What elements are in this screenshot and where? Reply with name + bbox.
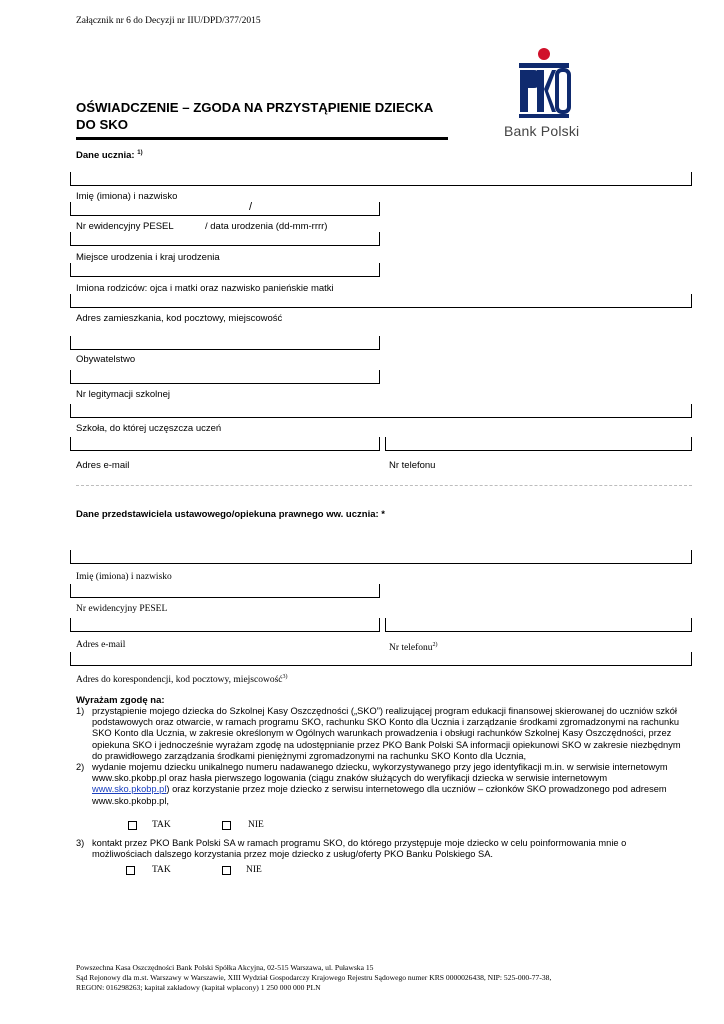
item-2-no-checkbox[interactable] xyxy=(222,821,231,830)
student-parents-field[interactable] xyxy=(70,263,380,277)
consent-item-2 xyxy=(76,762,686,806)
footer-line-3: REGON: 016298263; kapitał zakładowy (kapitał wpłacony) 1 250 000 000 PLN xyxy=(76,983,321,992)
student-birthplace-field[interactable] xyxy=(70,232,380,246)
guardian-phone-footnote: 2) xyxy=(432,642,438,648)
guardian-pesel-field[interactable] xyxy=(70,584,380,598)
student-school-id-label: Nr legitymacji szkolnej xyxy=(76,389,170,400)
student-birthplace-label: Miejsce urodzenia i kraj urodzenia xyxy=(76,252,220,263)
footer-line-1: Powszechna Kasa Oszczędności Bank Polski Spółka Akcyjna, 02-515 Warszawa, ul. Puławska 15 xyxy=(76,963,374,972)
consent-item-2-text-b: ) oraz korzystanie przez moje dziecko z serwisu internetowego dla uczniów – członków SKO prowadzonego pod adresem www.sko.pkobp.pl, xyxy=(92,784,667,806)
student-school-field[interactable] xyxy=(70,404,692,418)
guardian-name-label: Imię (imiona) i nazwisko xyxy=(76,572,172,582)
consent-item-3-number: 3) xyxy=(76,838,85,848)
page-title xyxy=(76,99,433,133)
title-underline xyxy=(76,137,448,140)
student-name-field[interactable] xyxy=(70,172,692,186)
consent-item-1-number: 1) xyxy=(76,706,85,716)
guardian-correspondence-label-text: Adres do korespondencji, kod pocztowy, miejscowość xyxy=(76,675,283,686)
consent-item-1-text: przystąpienie mojego dziecka do Szkolnej Kasy Oszczędności („SKO”) realizującej program edukacji finansowej skierowanej do uczniów szkół podstawowych oraz otwarcie, w ramach programu SKO, rachunku SKO Konto dla Ucznia i zarządzanie środkami zgromadzonymi na rachunku SKO Konto dla Ucznia, w zakresie określonym w Ogólnych warunkach prowadzenia i obsługi rachunków Szkolnej Kasy Oszczędności, przez opiekuna SKO i jednocześnie wyrażam zgodę na udostępnianie przez PKO Bank Polski SA informacji opiekunowi SKO w zakresie niezbędnym do prawidłowego zarządzania środkami pieniężnymi zgromadzonymi na rachunku SKO Konto dla Ucznia, xyxy=(92,706,681,761)
consent-item-3 xyxy=(76,838,686,862)
student-section-title-text: Dane ucznia: xyxy=(76,150,135,162)
consent-item-3-text: kontakt przez PKO Bank Polski SA w ramach programu SKO, do którego przystępuje moje dziecko w celu poinformowania mnie o możliwościach dalszego korzystania przez moje dziecko z usług/oferty PKO Banku Polskiego SA. xyxy=(92,838,627,860)
student-section-title xyxy=(76,150,143,161)
student-phone-label: Nr telefonu xyxy=(389,460,436,471)
sko-website-link[interactable]: www.sko.pkobp.pl xyxy=(92,784,167,795)
student-pesel-field[interactable] xyxy=(70,202,380,216)
guardian-phone-field[interactable] xyxy=(385,618,692,632)
consent-item-2-text-a: wydanie mojemu dziecku unikalnego numeru nadawanego dziecku, wykorzystywanego przy jego identyfikacji m.in. w serwisie internetowym www.sko.pkobp.pl oraz hasła pierwszego logowania (ciągu znaków służących do weryfikacji dziecka w serwisie internetowym xyxy=(92,762,668,784)
pko-logo xyxy=(506,45,586,145)
student-citizenship-label: Obywatelstwo xyxy=(76,354,136,365)
consent-heading: Wyrażam zgodę na: xyxy=(76,695,165,706)
student-footnote: 1) xyxy=(137,150,143,156)
consent-item-2-number: 2) xyxy=(76,762,85,772)
student-citizenship-field[interactable] xyxy=(70,336,380,350)
item-3-no-label: NIE xyxy=(246,865,262,875)
guardian-email-field[interactable] xyxy=(70,618,380,632)
pesel-date-separator: / xyxy=(249,201,253,213)
guardian-pesel-label: Nr ewidencyjny PESEL xyxy=(76,604,168,614)
item-2-no-label: NIE xyxy=(248,820,264,830)
student-dob-label: / data urodzenia (dd-mm-rrrr) xyxy=(205,221,328,232)
student-email-field[interactable] xyxy=(70,437,380,451)
consent-item-2-text xyxy=(92,762,686,807)
student-phone-field[interactable] xyxy=(385,437,692,451)
student-parents-label: Imiona rodziców: ojca i matki oraz nazwisko panieńskie matki xyxy=(76,283,334,294)
student-address-label: Adres zamieszkania, kod pocztowy, miejscowość xyxy=(76,313,283,324)
item-2-yes-checkbox[interactable] xyxy=(128,821,137,830)
guardian-email-label: Adres e-mail xyxy=(76,640,126,650)
guardian-correspondence-footnote: 3) xyxy=(282,674,288,680)
guardian-correspondence-field[interactable] xyxy=(70,652,692,666)
student-school-label: Szkoła, do której uczęszcza uczeń xyxy=(76,423,222,434)
student-pesel-label: Nr ewidencyjny PESEL xyxy=(76,221,174,232)
section-divider xyxy=(76,485,692,486)
item-3-yes-checkbox[interactable] xyxy=(126,866,135,875)
item-3-yes-label: TAK xyxy=(152,865,171,875)
student-address-field[interactable] xyxy=(70,294,692,308)
annex-reference: Załącznik nr 6 do Decyzji nr IIU/DPD/377/2015 xyxy=(76,16,261,26)
student-name-label: Imię (imiona) i nazwisko xyxy=(76,191,178,202)
item-3-no-checkbox[interactable] xyxy=(222,866,231,875)
bank-name: Bank Polski xyxy=(504,123,580,139)
pko-logo-icon xyxy=(506,45,586,123)
footer-line-2: Sąd Rejonowy dla m.st. Warszawy w Warszawie, XIII Wydział Gospodarczy Krajowego Rejestru Sądowego numer KRS 0000026438, NIP: 525-000-77-38, xyxy=(76,973,552,982)
consent-item-1 xyxy=(76,706,686,762)
page-title-line1: OŚWIADCZENIE – ZGODA NA PRZYSTĄPIENIE DZIECKA xyxy=(76,100,434,115)
guardian-name-field[interactable] xyxy=(70,550,692,564)
item-2-yes-label: TAK xyxy=(152,820,171,830)
guardian-section-title: Dane przedstawiciela ustawowego/opiekuna prawnego ww. ucznia: * xyxy=(76,509,385,520)
guardian-correspondence-label xyxy=(76,672,288,686)
student-school-id-field[interactable] xyxy=(70,370,380,384)
student-email-label: Adres e-mail xyxy=(76,460,130,471)
page-title-line2: DO SKO xyxy=(76,117,129,132)
guardian-phone-label-text: Nr telefonu xyxy=(389,643,433,654)
footer xyxy=(76,963,551,993)
